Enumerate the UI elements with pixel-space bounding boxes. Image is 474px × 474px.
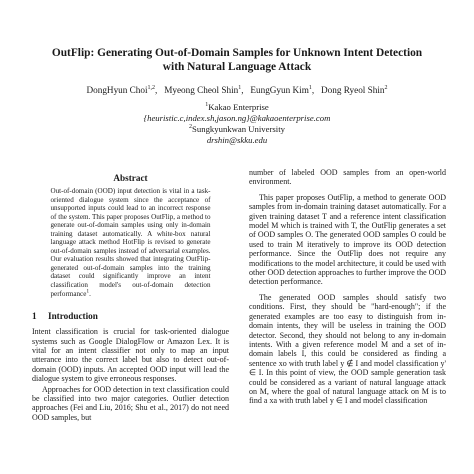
affiliation (40, 124, 434, 135)
author-affil-mark: 1 (308, 84, 312, 91)
intro-paragraph-2: Approaches for OOD detection in text classification could be classified into two major categories. Outlier detection approaches (Fei and Liu, 2016; Shu et al., 2017) do not need OOD samples, but (32, 384, 229, 422)
author-affil-mark: 1,2 (147, 84, 156, 91)
footnote-mark[interactable]: 1 (86, 288, 90, 295)
abstract-body: Out-of-domain (OOD) input detection is vital in a task-oriented dialogue system since the acceptance of unsupported inputs could lead to an incorrect response of the system. This paper proposes OutFlip, a method to generate out-of-domain samples using only in-domain training dataset automatically. A white-box natural language attack method HotFlip is revised to generate out-of-domain samples instead of adversarial examples. Our evaluation results showed that integrating OutFlip-generated out-of-domain samples into the training dataset could significantly improve an intent classification model's out-of-domain detection performance (50, 187, 211, 298)
section-title: Introduction (48, 311, 98, 322)
author-name: DongHyun Choi (86, 85, 148, 95)
section-heading (32, 310, 229, 322)
section-number: 1 (32, 311, 37, 322)
affil-name: Sungkyunkwan University (192, 124, 285, 134)
affil-name: Kakao Enterprise (208, 102, 269, 112)
body-paragraph-continued: number of labeled OOD samples from an open-world environment. (249, 168, 446, 187)
affiliation-block (40, 102, 434, 146)
body-paragraph-outflip: This paper proposes OutFlip, a method to generate OOD samples from in-domain training dataset automatically. For a given training dataset T and a reference intent classification model M which is trained with T, the OutFlip generates a set of OOD samples O. The generated OOD samples O could be used to train M iteratively to improve its OOD detection performance. Since the OutFlip does not require any modifications to the model architecture, it could be used with other OOD detection approaches to further improve the OOD detection performance. (249, 192, 446, 287)
author-affil-mark: 2 (384, 84, 388, 91)
left-column (32, 168, 229, 422)
intro-paragraph-1: Intent classification is crucial for task-oriented dialogue systems such as Google DialogFlow or Amazon Lex. It is vital for an intent classifier not only to map an input utterance into the correct label but also to detect out-of-domain (OOD) inputs. An accepted OOD input will lead the dialogue system to give erroneous responses. (32, 327, 229, 384)
author-affil-mark: 1 (238, 84, 242, 91)
affiliation-email[interactable]: drshin@skku.edu (206, 135, 268, 145)
affiliation (40, 102, 434, 113)
author-list: DongHyun Choi$^{1,2}$, Myeong Cheol Shin$^1$, EungGyun Kim$^1$, Dong Ryeol Shin$^2$ (86, 84, 388, 95)
body-paragraph-conditions: The generated OOD samples should satisfy two conditions. First, they should be "hard-enough"; if the generated examples are too easy to distinguish from in-domain intents, they will be useless in training the OOD detector. Second, they should not belong to any in-domain intents. With a given reference model M and a set of in-domain labels I, this could be considered as finding a sentence xo with truth label y ∉ I and model classification y' ∈ I. In this point of view, the OOD sample generation task could be considered as a variant of natural language attack on M, where the goal of natural language attack on M is to find a xa with truth label y ∈ I and model classification (249, 292, 446, 406)
affil-mark: 2 (189, 124, 193, 131)
author-name: EungGyun Kim (250, 85, 309, 95)
right-column (249, 168, 446, 412)
paper-title: OutFlip: Generating Out-of-Domain Samples for Unknown Intent Detection with Natural Language Attack (51, 47, 423, 73)
author-name: Myeong Cheol Shin (164, 85, 239, 95)
affiliation-email[interactable]: {heuristic.c,index.sh,jason.ng}@kakaoenterprise.com (143, 113, 331, 123)
affil-mark: 1 (205, 102, 209, 109)
author-name: Dong Ryeol Shin (321, 85, 385, 95)
abstract-text: Out-of-domain (OOD) input detection is vital in a task-oriented dialogue system since the acceptance of unsupported inputs could lead to an incorrect response of the system. This paper proposes OutFlip, a method to generate out-of-domain samples using only in-domain training dataset automatically. A white-box natural language attack method HotFlip is revised to generate out-of-domain samples instead of adversarial examples. Our evaluation results showed that integrating OutFlip-generated out-of-domain samples into the training dataset could significantly improve an intent classification model's out-of-domain detection performance$^1$. (50, 187, 211, 298)
abstract-heading: Abstract (113, 173, 148, 183)
